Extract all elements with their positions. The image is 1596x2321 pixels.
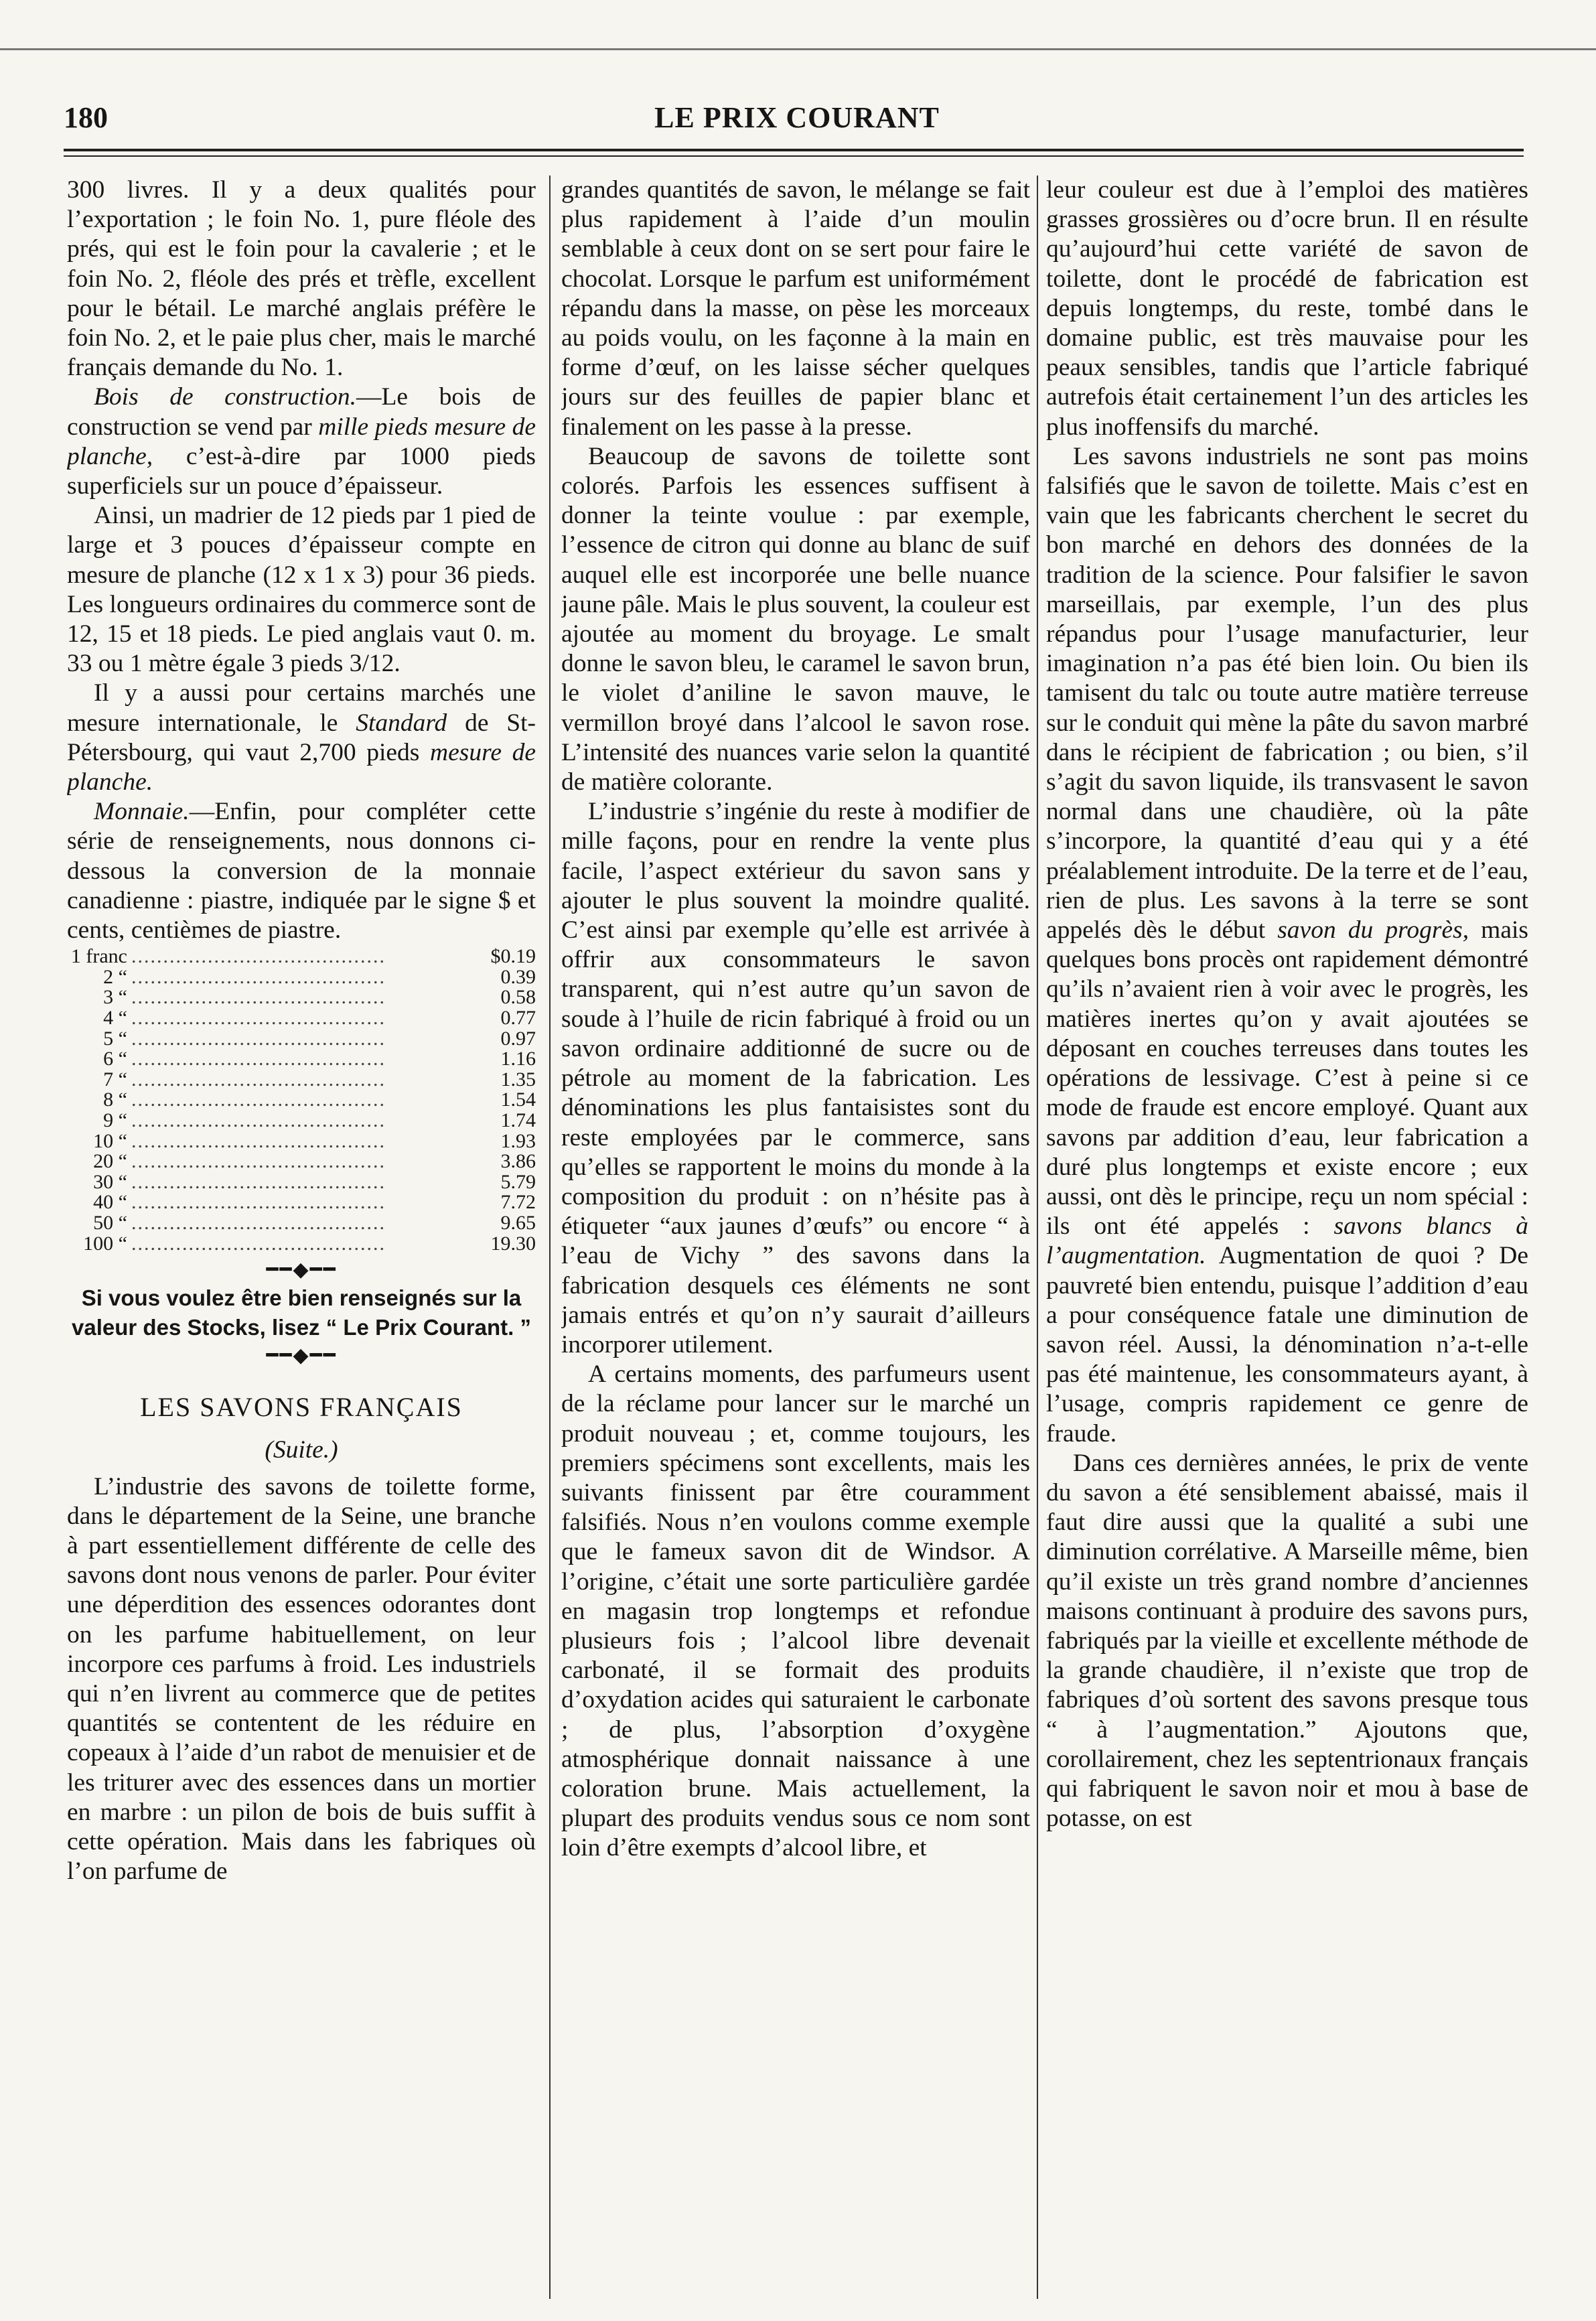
text-monnaie: —Enfin, pour compléter cette série de renseignements, nous donnons ci-dessous la conversion de la monnaie canadienne : piastre, indiquée par le signe $ et cents, centièmes de piastre. bbox=[67, 798, 536, 944]
rate-value: 9.65 bbox=[500, 1212, 536, 1234]
rate-value: 1.54 bbox=[500, 1088, 536, 1111]
ornament-divider: ━━◆━━ bbox=[266, 1344, 337, 1367]
top-border-rule bbox=[0, 48, 1596, 50]
rate-value: 5.79 bbox=[500, 1170, 536, 1193]
conversion-table bbox=[67, 946, 536, 1254]
rate-value: 0.97 bbox=[500, 1027, 536, 1050]
text-standard-b: de St-Pétersbourg, qui vaut 2,700 pieds bbox=[67, 709, 536, 766]
paragraph-madrier: Ainsi, un madrier de 12 pieds par 1 pied de large et 3 pouces d’épaisseur compte en mesure de planche (12 x 1 x 3) pour 36 pieds. Les longueurs ordinaires du commerce sont de 12, 15 et 18 pieds. Le pied anglais vaut 0. m. 33 ou 1 mètre égale 3 pieds 3/12. bbox=[67, 502, 536, 678]
table-row: 30 “ ........................................ 5.79 bbox=[67, 1172, 536, 1193]
table-row: 3 “ ........................................ 0.58 bbox=[67, 987, 536, 1008]
table-row: 6 “ ........................................ 1.16 bbox=[67, 1049, 536, 1070]
rate-label: 5 “ bbox=[103, 1027, 127, 1050]
header-rule-thin bbox=[64, 155, 1524, 157]
rate-label: 100 “ bbox=[83, 1232, 127, 1255]
paragraph-melange: grandes quantités de savon, le mélange se fait plus rapidement à l’aide d’un moulin semblable à ceux dont on se sert pour faire le chocolat. Lorsque le parfum est uniformément répandu dans la masse, on pèse les morceaux au poids voulu, on les façonne à la main en forme d’œuf, on les laisse sécher quelques jours sur des feuilles de papier blanc et finalement on les passe à la presse. bbox=[561, 176, 1030, 441]
rate-value: 19.30 bbox=[490, 1232, 536, 1255]
table-row: 5 “ ........................................ 0.97 bbox=[67, 1029, 536, 1050]
table-row: 50 “ ........................................ 9.65 bbox=[67, 1213, 536, 1234]
text-progres: savon du progrès, bbox=[1277, 916, 1469, 944]
paragraph-prix: Dans ces dernières années, le prix de vente du savon a été sensiblement abaissé, mais il faut dire aussi que la qualité a subi une diminution corrélative. A Marseille même, bien qu’il existe un très grand nombre d’anciennes maisons continuant à produire des savons purs, fabriqués par la vieille et excellente méthode de la grande chaudière, il n’existe que trop de fabriques d’où sortent des savons presque tous “ à l’augmentation.” Ajoutons que, corollairement, chez les septentrionaux français qui fabriquent le savon noir et mou à base de potasse, on est bbox=[1046, 1449, 1528, 1833]
paragraph-foin: 300 livres. Il y a deux qualités pour l’exportation ; le foin No. 1, pure fléole des prés, qui est le foin pour la cavalerie ; et le foin No. 2, fléole des prés et trèfle, excellent pour le bétail. Le marché anglais préfère le foin No. 2, et le paie plus cher, mais le marché français demande du No. 1. bbox=[67, 176, 536, 382]
text-bois-a: —Le bois de construction se vend par bbox=[67, 383, 536, 441]
rate-label: 7 “ bbox=[103, 1068, 127, 1091]
rate-value: 1.93 bbox=[500, 1129, 536, 1152]
text-bois-b: c’est-à-dire par 1000 pieds superficiels sur un pouce d’épaisseur. bbox=[67, 442, 536, 500]
rate-label: 4 “ bbox=[103, 1007, 127, 1030]
rate-value: 0.39 bbox=[500, 965, 536, 988]
paragraph-industrie: L’industrie s’ingénie du reste à modifier de mille façons, pour en rendre la vente plus facile, l’aspect extérieur du savon sans y ajouter le plus souvent la moindre qualité. C’est ainsi par exemple qu’elle est arrivée à offrir aux consommateurs le savon transparent, qui n’est autre qu’un savon de soude à l’huile de ricin fabriqué à froid ou un savon ordinaire additionné de sucre ou de pétrole au moment de la fabrication. Les dénominations les plus fantaisistes sont du reste employées par le commerce, sans qu’elles se rapportent le moins du monde à la composition du produit : on n’hésite pas à étiqueter “aux jaunes d’œufs” ou encore “ à l’eau de Vichy ” des savons dans la fabrication desquels ces éléments ne sont jamais entrés et qu’on n’y saurait d’ailleurs incorporer utilement. bbox=[561, 798, 1030, 1358]
text-industriels-c: Augmentation de quoi ? De pauvreté bien entendu, puisque l’addition d’eau a pour conséquence fatale une diminution de savon réel. Aussi, la dénomination n’a-t-elle pas été maintenue, les consommateurs ayant, à l’usage, compris rapidement ce genre de fraude. bbox=[1046, 1242, 1528, 1448]
rate-label: 10 “ bbox=[93, 1129, 127, 1152]
table-row: 8 “ ........................................ 1.54 bbox=[67, 1090, 536, 1111]
rate-label: 2 “ bbox=[103, 965, 127, 988]
text-standard-italic: Standard bbox=[356, 709, 447, 737]
table-row: 10 “ ........................................ 1.93 bbox=[67, 1131, 536, 1152]
section-subtitle: (Suite.) bbox=[265, 1436, 338, 1464]
page-number: 180 bbox=[64, 101, 108, 134]
text-bois-italic: mille pieds mesure de planche, bbox=[67, 413, 536, 470]
text-augmentation: savons blancs à l’augmentation. bbox=[1046, 1212, 1528, 1270]
paragraph-windsor: A certains moments, des parfumeurs usent de la réclame pour lancer sur le marché un produit nouveau ; et, comme toujours, les premiers spécimens sont excellents, mais les suivants finissent par être couramment falsifiés. Nous n’en voulons comme exemple que le fameux savon dit de Windsor. A l’origine, c’était une sorte particulière gardée en magasin trop longtemps et refondue plusieurs fois ; l’alcool libre devenait carbonaté, il se formait des produits d’oxydation acides qui saturaient le carbonate ; de plus, l’absorption d’oxygène atmosphérique donnait naissance à une coloration brune. Mais actuellement, la plupart des produits vendus sous ce nom sont loin d’être exempts d’alcool libre, et bbox=[561, 1360, 1030, 1862]
paragraph-couleur: leur couleur est due à l’emploi des matières grasses grossières ou d’ocre brun. Il en résulte qu’aujourd’hui cette variété de savon de toilette, dont le procédé de fabrication est depuis longtemps, du reste, tombé dans le domaine public, est très mauvaise pour les peaux sensibles, tandis que l’article fabriqué autrefois était certainement l’un des articles les plus inoffensifs du marché. bbox=[1046, 176, 1528, 441]
rate-label: 1 franc bbox=[70, 945, 127, 968]
table-row: 100 “ ........................................ 19.30 bbox=[67, 1234, 536, 1255]
text-industriels-b: mais quelques bons procès ont rapidement démontré qu’ils n’avaient rien à voir avec le progrès, les matières inertes qu’on y avait ajoutées se déposant en couches terreuses dans toutes les opérations de lessivage. C’est à peine si ce mode de fraude est encore employé. Quant aux savons par addition d’eau, leur fabrication a duré plus longtemps et existe encore ; eux aussi, ont dès le principe, reçu un nom spécial : ils ont été appelés : bbox=[1046, 916, 1528, 1241]
text-standard-a: Il y a aussi pour certains marchés une mesure internationale, le bbox=[67, 679, 536, 737]
paragraph-monnaie bbox=[67, 797, 536, 945]
label-bois: Bois de construction. bbox=[94, 383, 356, 411]
page-header bbox=[64, 94, 1530, 147]
rate-value: 3.86 bbox=[500, 1150, 536, 1173]
paragraph-industriels bbox=[1046, 442, 1528, 1449]
section-title: LES SAVONS FRANÇAIS bbox=[140, 1392, 463, 1423]
table-row: 4 “ ........................................ 0.77 bbox=[67, 1008, 536, 1029]
table-row: 7 “ ........................................ 1.35 bbox=[67, 1070, 536, 1091]
rate-value: $0.19 bbox=[490, 945, 536, 968]
rate-value: 7.72 bbox=[500, 1191, 536, 1214]
rate-label: 9 “ bbox=[103, 1109, 127, 1132]
table-row: 2 “ ........................................ 0.39 bbox=[67, 967, 536, 988]
rate-value: 1.16 bbox=[500, 1048, 536, 1070]
paragraph-bois bbox=[67, 382, 536, 501]
text-standard-italic-2: mesure de planche. bbox=[67, 738, 536, 796]
table-row: 9 “ ........................................ 1.74 bbox=[67, 1111, 536, 1131]
running-title: LE PRIX COURANT bbox=[654, 101, 940, 134]
paragraph-savons-toilette: L’industrie des savons de toilette forme, dans le département de la Seine, une branche à part essentiellement différente de celle des savons dont nous venons de parler. Pour éviter une déperdition des essences odorantes dont on les parfume habituellement, on leur incorpore ces parfums à froid. Les industriels qui n’en livrent au commerce que de petites quantités se contentent de les réduire en copeaux à l’aide d’un rabot de menuisier et de les triturer avec des essences dans un mortier en marbre : un pilon de bois de buis suffit à cette opération. Mais dans les fabriques où l’on parfume de bbox=[67, 1472, 536, 1886]
rate-label: 6 “ bbox=[103, 1048, 127, 1070]
rate-value: 0.58 bbox=[500, 986, 536, 1009]
ornament-divider: ━━◆━━ bbox=[266, 1259, 337, 1281]
text-industriels-a: Les savons industriels ne sont pas moins falsifiés que le savon de toilette. Mais c’est en vain que les fabricants cherchent le secret du bon marché en dehors des données de la tradition de la science. Pour falsifier le savon marseillais, par exemple, l’un des plus répandus pour l’usage manufacturier, leur imagination n’a pas été bien loin. Ou bien ils tamisent du talc ou toute autre matière terreuse sur le conduit qui mène la pâte du savon marbré dans le récipient de fabrication ; ou bien, s’il s’agit du savon liquide, ils transvasent le savon normal dans une chaudière, où la pâte s’incorpore, la quantité d’eau qui y a été préalablement introduite. De la terre et de l’eau, rien de plus. Les savons à la terre se sont appelés dès le début bbox=[1046, 442, 1528, 944]
rate-value: 0.77 bbox=[500, 1007, 536, 1030]
table-row: 1 franc ........................................ $0.19 bbox=[67, 946, 536, 967]
paragraph-standard bbox=[67, 679, 536, 797]
rate-value: 1.74 bbox=[500, 1109, 536, 1132]
rate-label: 3 “ bbox=[103, 986, 127, 1009]
label-monnaie: Monnaie. bbox=[94, 798, 190, 826]
column-2 bbox=[561, 175, 1030, 2306]
rate-label: 50 “ bbox=[93, 1212, 127, 1234]
table-row: 20 “ ........................................ 3.86 bbox=[67, 1151, 536, 1172]
column-3 bbox=[1046, 175, 1528, 2306]
rate-label: 30 “ bbox=[93, 1170, 127, 1193]
header-rule-thick bbox=[64, 149, 1524, 151]
table-row: 40 “ ........................................ 7.72 bbox=[67, 1192, 536, 1213]
paragraph-colores: Beaucoup de savons de toilette sont colorés. Parfois les essences suffisent à donner la teinte voulue : par exemple, l’essence de citron qui donne au blanc de suif auquel elle est incorporée une belle nuance jaune pâle. Mais le plus souvent, la couleur est ajoutée au moment du broyage. Le smalt donne le savon bleu, le caramel le savon brun, le violet d’aniline le savon mauve, le vermillon broyé dans l’alcool le savon rose. L’intensité des nuances varie selon la quantité de matière colorante. bbox=[561, 442, 1030, 796]
column-1 bbox=[67, 175, 536, 2306]
rate-label: 8 “ bbox=[103, 1088, 127, 1111]
rate-label: 40 “ bbox=[93, 1191, 127, 1214]
column-divider-1 bbox=[549, 175, 551, 2299]
column-divider-2 bbox=[1037, 175, 1038, 2299]
rate-label: 20 “ bbox=[93, 1150, 127, 1173]
subscription-notice: Si vous voulez être bien renseignés sur la valeur des Stocks, lisez “ Le Prix Courant. ” bbox=[72, 1285, 531, 1340]
rate-value: 1.35 bbox=[500, 1068, 536, 1091]
